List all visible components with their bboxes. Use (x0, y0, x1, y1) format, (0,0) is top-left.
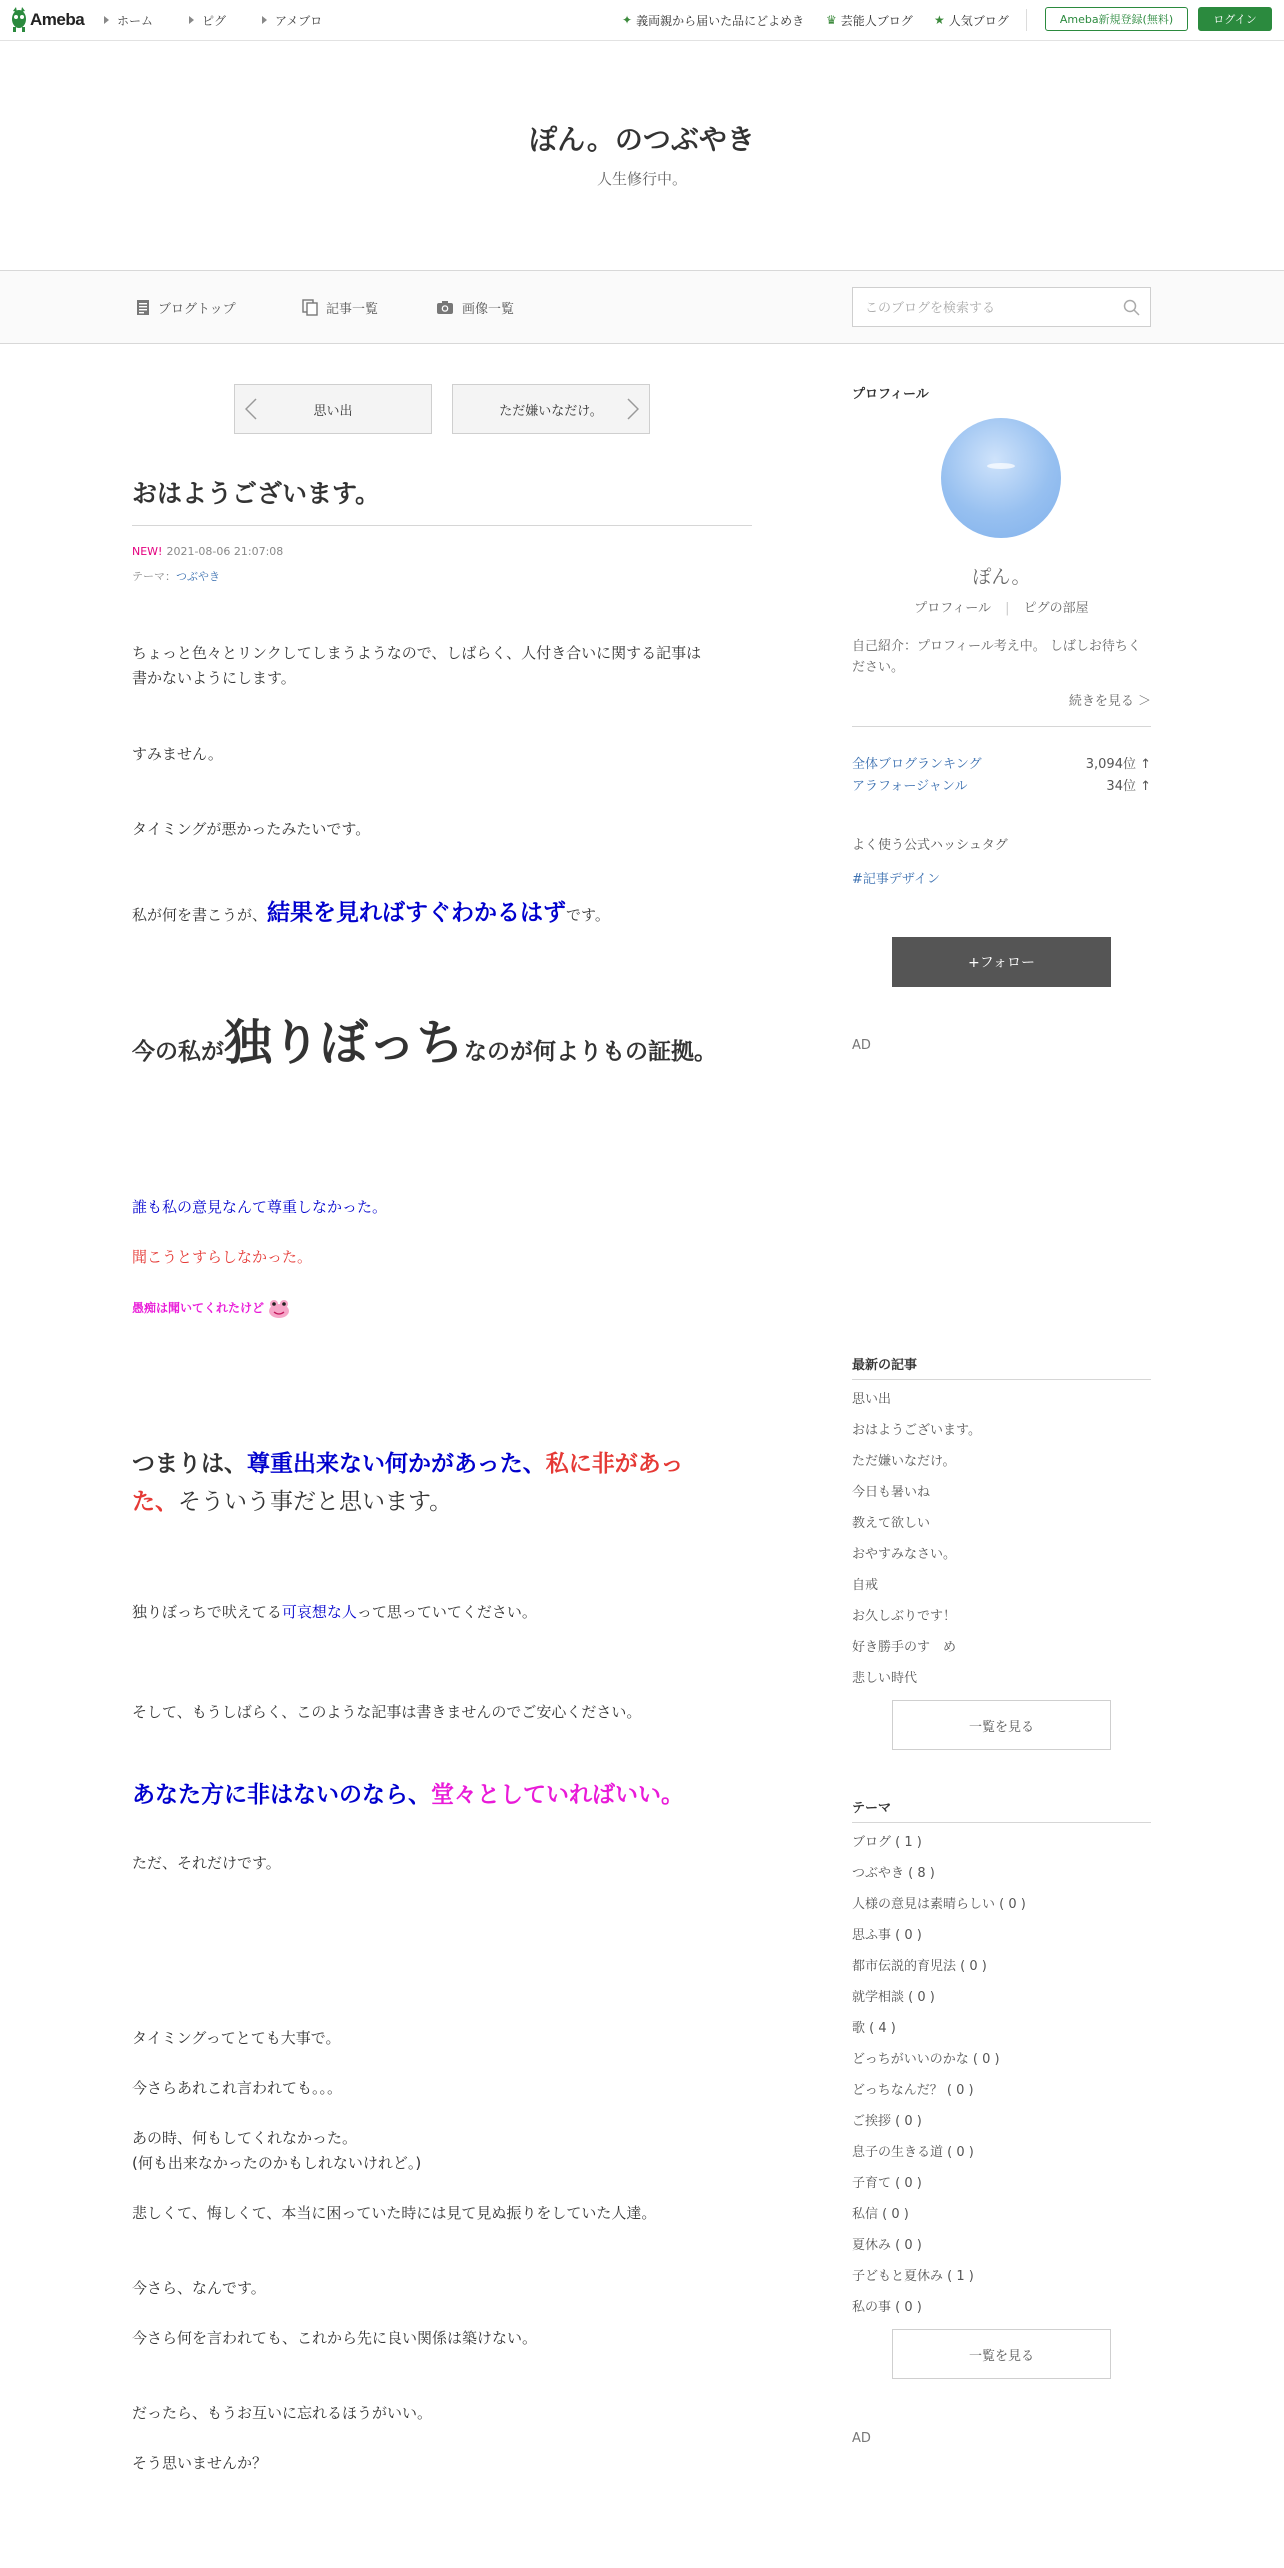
paragraph-line: (何も出来なかったのかもしれないけれど。) (132, 2154, 422, 2172)
theme-heading: テーマ (852, 1801, 892, 1816)
text-run: 愚痴は聞いてくれたけど (132, 1301, 265, 1315)
profile-heading: プロフィール (852, 387, 929, 402)
paragraph-emphasis (132, 1775, 752, 1815)
ad-label: AD (852, 2431, 871, 2446)
blog-subnav (0, 270, 1284, 344)
profile-intro: 自己紹介：プロフィール考え中。 しばしお待ちください。 (852, 639, 1141, 675)
new-badge: NEW! (132, 545, 163, 558)
text-run: です。 (566, 906, 610, 924)
ad-label: AD (852, 1038, 871, 1053)
paragraph-red: 聞こうとすらしなかった。 (132, 1248, 313, 1266)
ranking-overall-link[interactable]: 全体ブログランキング (852, 757, 982, 772)
paragraph: だったら、もうお互いに忘れるほうがいい。 (132, 2404, 433, 2422)
theme-link[interactable]: 私信 ( 0 ) (852, 2207, 909, 2222)
article-title[interactable]: おはようございます。 (132, 479, 381, 508)
paragraph-line: あの時、何もしてくれなかった。 (132, 2129, 358, 2147)
theme-link[interactable]: つぶやき ( 8 ) (852, 1866, 935, 1881)
recent-article-link[interactable]: 好き勝手のす め (852, 1640, 957, 1655)
next-article-label: ただ嫌いなだけ。 (499, 403, 603, 419)
tab-label: 画像一覧 (462, 301, 515, 317)
text-run: 独りぼっちで吠えてる (132, 1603, 282, 1621)
tab-label: 記事一覧 (326, 301, 379, 317)
ameba-logo-icon (10, 7, 28, 33)
emphasis-blue: 尊重出来ない何かがあった、 (247, 1451, 546, 1477)
paragraph (132, 2126, 752, 2176)
promo-label: 人気ブログ (948, 13, 1009, 28)
emphasis-blue: 結果を見ればすぐわかるはず (267, 900, 567, 926)
article-datetime: 2021-08-06 21:07:08 (166, 545, 284, 558)
nav-link-home[interactable] (104, 12, 153, 29)
chevron-left-icon (245, 398, 257, 420)
prev-article-button[interactable] (234, 384, 432, 434)
recent-more-button[interactable]: 一覧を見る (892, 1700, 1111, 1750)
search-input[interactable] (863, 288, 1107, 328)
login-button[interactable]: ログイン (1198, 7, 1272, 31)
paragraph: そう思いませんか？ (132, 2454, 268, 2472)
tab-article-list[interactable] (302, 271, 378, 343)
emphasis-pink: 堂々としていればいい。 (431, 1782, 684, 1808)
theme-link[interactable]: 歌 ( 4 ) (852, 2021, 896, 2036)
triangle-right-icon (189, 16, 194, 24)
recent-article-link[interactable]: 悲しい時代 (852, 1671, 918, 1686)
paragraph-large (132, 1008, 752, 1089)
recent-heading: 最新の記事 (852, 1358, 918, 1373)
theme-link[interactable]: 子育て ( 0 ) (852, 2176, 922, 2191)
paragraph: すみません。 (132, 745, 223, 763)
nav-link-label: ホーム (117, 13, 154, 28)
divider: | (1005, 601, 1010, 616)
paragraph (132, 641, 752, 691)
paragraph: そして、もうしばらく、このような記事は書きませんのでご安心ください。 (132, 1703, 642, 1721)
star-icon: ★ (934, 13, 945, 27)
paragraph: ただ、それだけです。 (132, 1854, 281, 1872)
ameba-logo[interactable] (10, 6, 84, 34)
recent-article-link[interactable]: 教えて欲しい (852, 1516, 931, 1531)
divider (852, 1822, 1151, 1823)
tab-blog-top[interactable] (136, 271, 236, 343)
theme-link[interactable]: 息子の生きる道 ( 0 ) (852, 2145, 974, 2160)
divider (852, 726, 1151, 727)
article-meta (132, 545, 283, 558)
theme-link[interactable]: ご挨拶 ( 0 ) (852, 2114, 922, 2129)
triangle-right-icon (104, 16, 109, 24)
text-run: なのが何よりもの証拠。 (464, 1039, 718, 1065)
promo-link-news[interactable] (622, 0, 804, 40)
promo-label: 芸能人ブログ (840, 13, 913, 28)
emphasis-large: 独りぼっち (224, 1015, 465, 1071)
paragraph-line: 書かないようにします。 (132, 669, 296, 687)
next-article-button[interactable] (452, 384, 650, 434)
paragraph (132, 1600, 752, 1625)
recent-article-link[interactable]: 自戒 (852, 1578, 879, 1593)
theme-link[interactable]: ブログ ( 1 ) (852, 1835, 922, 1850)
theme-link[interactable]: つぶやき (176, 570, 220, 583)
profile-name[interactable]: ぽん。 (972, 566, 1031, 588)
nav-link-label: ピグ (202, 13, 227, 28)
text-run: 今の私が (132, 1039, 224, 1065)
hashtag-link[interactable]: #記事デザイン (852, 872, 940, 887)
chevron-right-icon (627, 398, 639, 420)
logo-text: Ameba (30, 10, 85, 29)
profile-links (852, 597, 1151, 616)
theme-link[interactable]: 私の事 ( 0 ) (852, 2300, 922, 2315)
recent-article-link[interactable]: ただ嫌いなだけ。 (852, 1454, 956, 1469)
ranking-genre-link[interactable]: アラフォージャンル (852, 779, 968, 794)
theme-more-button[interactable]: 一覧を見る (892, 2329, 1111, 2379)
profile-link[interactable]: プロフィール (914, 601, 991, 616)
sky-image (941, 418, 1061, 538)
global-header (0, 0, 1284, 41)
nav-link-ameblo[interactable] (262, 12, 322, 29)
paragraph-pink (132, 1296, 752, 1321)
theme-link[interactable]: 思ふ事 ( 0 ) (852, 1928, 922, 1943)
emphasis-blue: あなた方に非はないのなら、 (132, 1782, 431, 1808)
text-run: 私が何を書こうが、 (132, 906, 268, 924)
paragraph: 今さら、なんです。 (132, 2279, 266, 2297)
theme-link[interactable]: どっちなんだ？ ( 0 ) (852, 2083, 974, 2098)
nav-link-pigg[interactable] (189, 12, 226, 29)
pig-room-link[interactable]: ピグの部屋 (1023, 601, 1089, 616)
paragraph-blue: 誰も私の意見なんて尊重しなかった。 (132, 1198, 388, 1216)
tab-image-list[interactable] (436, 271, 514, 343)
paragraph: 悲しくて、悔しくて、本当に困っていた時には見て見ぬ振りをしていた人達。 (132, 2204, 657, 2222)
theme-link[interactable]: 夏休み ( 0 ) (852, 2238, 922, 2253)
text-run: って思っていてください。 (356, 1603, 537, 1621)
ranking-overall-value: 3,094位 ↑ (1085, 757, 1151, 772)
theme-link[interactable]: 就学相談 ( 0 ) (852, 1990, 935, 2005)
crown-icon: ♛ (826, 13, 837, 27)
emphasis-blue: 可哀想な人 (281, 1603, 357, 1621)
sparkle-icon: ✦ (622, 13, 633, 27)
search-icon[interactable] (1123, 299, 1140, 316)
recent-article-link[interactable]: おはようございます。 (852, 1423, 981, 1438)
text-run: そういう事だと思います。 (178, 1489, 453, 1515)
theme-link[interactable]: どっちがいいのかな ( 0 ) (852, 2052, 1000, 2067)
nav-link-label: アメブロ (275, 13, 323, 28)
promo-label: 義両親から届いた品にどよめき (636, 13, 805, 28)
paragraph: 今さら何を言われても、これから先に良い関係は築けない。 (132, 2329, 538, 2347)
camera-icon (436, 300, 454, 315)
paragraph: 今さらあれこれ言われても。。。 (132, 2079, 343, 2097)
tab-label: ブログトップ (158, 301, 236, 317)
prev-article-label: 思い出 (313, 403, 353, 419)
avatar[interactable] (941, 418, 1061, 538)
paragraph-line: ちょっと色々とリンクしてしまうようなので、しばらく、人付き合いに関する記事は (132, 644, 702, 662)
read-more-link[interactable]: 続きを見る ＞ (1068, 694, 1151, 709)
promo-link-celebrity[interactable] (826, 0, 913, 40)
paragraph: タイミングってとても大事で。 (132, 2029, 341, 2047)
recent-article-link[interactable]: 今日も暑いね (852, 1485, 931, 1500)
text-run: つまりは、 (132, 1451, 247, 1477)
paragraph-conclusion (132, 1445, 752, 1521)
theme-label: テーマ： (132, 570, 176, 583)
promo-link-popular[interactable] (934, 0, 1009, 40)
emphasis-red: 私に非があっ (545, 1451, 684, 1477)
document-icon (136, 299, 150, 316)
follow-button[interactable]: +フォロー (892, 937, 1111, 987)
blog-description: 人生修行中。 (596, 170, 687, 188)
title-divider (132, 525, 752, 526)
triangle-right-icon (262, 16, 267, 24)
recent-article-link[interactable]: 思い出 (852, 1392, 892, 1407)
frog-emoji-icon (268, 1299, 290, 1319)
blog-title[interactable]: ぽん。のつぶやき (529, 123, 755, 156)
copy-icon (302, 299, 318, 316)
global-nav (104, 0, 358, 40)
paragraph: タイミングが悪かったみたいです。 (132, 820, 371, 838)
theme-link[interactable]: 子どもと夏休み ( 1 ) (852, 2269, 974, 2284)
theme-link[interactable]: 人様の意見は素晴らしい ( 0 ) (852, 1897, 1026, 1912)
ranking-genre-value: 34位 ↑ (1106, 779, 1151, 794)
paragraph-emphasis (132, 893, 752, 935)
divider (1026, 9, 1027, 31)
recent-article-link[interactable]: おやすみなさい。 (852, 1547, 957, 1562)
register-button[interactable]: Ameba新規登録(無料) (1045, 7, 1188, 31)
divider (852, 1379, 1151, 1380)
article-theme (132, 568, 220, 584)
emphasis-red: た、 (132, 1489, 178, 1515)
blog-search (852, 287, 1151, 327)
recent-article-link[interactable]: お久しぶりです！ (852, 1609, 957, 1624)
hashtag-heading: よく使う公式ハッシュタグ (852, 838, 1008, 853)
theme-link[interactable]: 都市伝説的育児法 ( 0 ) (852, 1959, 987, 1974)
